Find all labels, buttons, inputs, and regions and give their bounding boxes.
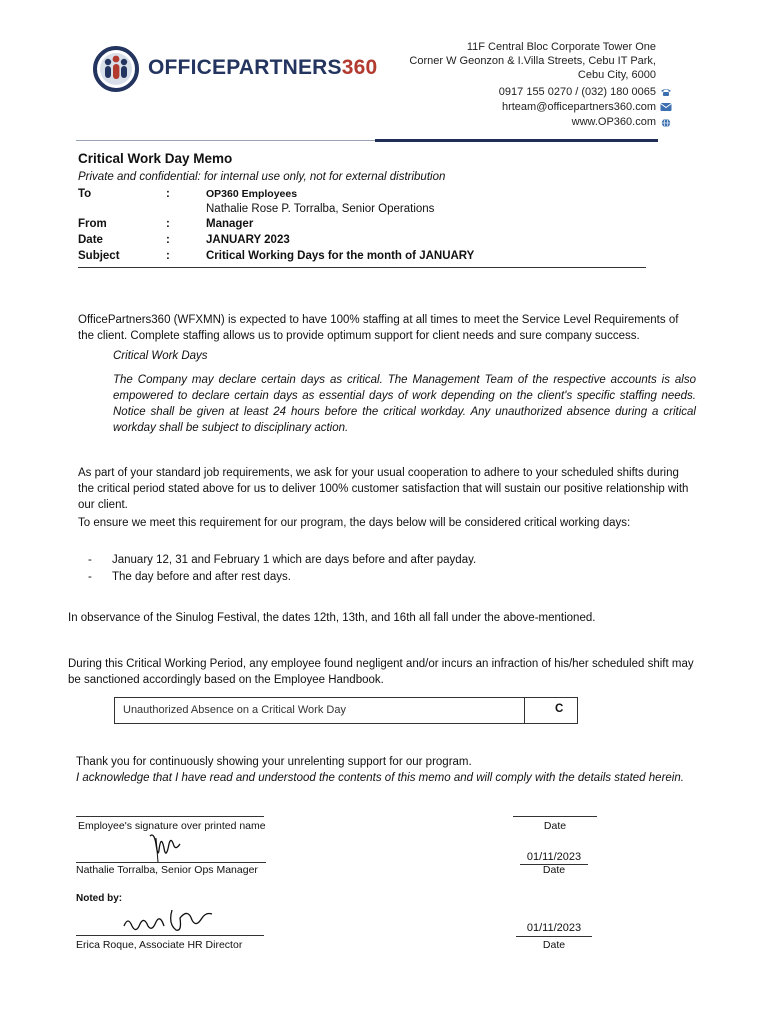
employee-signature-line (76, 816, 264, 817)
employee-date-line (513, 816, 597, 817)
sanction-paragraph: During this Critical Working Period, any employee found negligent and/or incurs an infraction of his/her scheduled shift may be sanctioned accordingly based on the Employee Handbook. (68, 658, 694, 686)
director-signature-line (76, 935, 264, 936)
phone-icon (660, 87, 672, 97)
acknowledgement-line: I acknowledge that I have read and understood the contents of this memo and will comply with the details stated herein. (76, 772, 684, 784)
from-colon: : (166, 218, 170, 230)
globe-icon (660, 118, 672, 128)
director-name: Erica Roque, Associate HR Director (76, 939, 243, 951)
sinulog-paragraph: In observance of the Sinulog Festival, the dates 12th, 13th, and 16th all fall under the above-mentioned. (68, 612, 596, 624)
employee-signature-label: Employee's signature over printed name (78, 820, 266, 832)
cooperation-paragraph: As part of your standard job requirements, we ask for your usual cooperation to adhere to your scheduled shifts during the critical period stated above for us to deliver 100% customer satisfaction that will sustain our positive relationship with our client. (78, 467, 689, 511)
noted-by-label: Noted by: (76, 893, 123, 904)
phone-number: 0917 155 0270 / (032) 180 0065 (498, 86, 656, 98)
manager-signature-scribble (146, 830, 186, 866)
list-item (88, 571, 291, 583)
memo-title: Critical Work Day Memo (78, 151, 233, 166)
offense-cell: Unauthorized Absence on a Critical Work Day (123, 704, 346, 716)
to-value: OP360 Employees (206, 188, 298, 200)
ensure-paragraph: To ensure we meet this requirement for our program, the days below will be considered critical working days: (78, 517, 631, 529)
to-colon: : (166, 188, 170, 200)
bullet-dash: - (88, 554, 92, 566)
bullet-text: January 12, 31 and February 1 which are days before and after payday. (112, 554, 477, 566)
date-label: Date (78, 234, 103, 246)
to-label: To (78, 188, 92, 200)
memo-to-row (78, 188, 297, 200)
bullet-dash: - (88, 571, 92, 583)
email-address: hrteam@officepartners360.com (501, 101, 656, 113)
list-item (88, 554, 476, 566)
address-line-2: Corner W Geonzon & I.Villa Streets, Cebu IT Park, (409, 55, 656, 67)
logo-people-icon (92, 44, 144, 94)
critical-days-paragraph: The Company may declare certain days as critical. The Management Team of the respective accounts is also empowered to declare certain days as essential days of work depending on the client's specific staffing needs. Notice shall be given at least 24 hours before the critical workday. Any unauthorized absence during a critical workday shall be subject to disciplinary action. (113, 374, 696, 434)
from-label: From (78, 218, 107, 230)
manager-date-value: 01/11/2023 (526, 851, 582, 863)
logo-wordmark-main: OFFICEPARTNERS (148, 56, 342, 79)
header-separator-line (78, 267, 646, 268)
director-date-value: 01/11/2023 (526, 922, 582, 934)
logo-wordmark (148, 56, 377, 80)
from-value-line1: Nathalie Rose P. Torralba, Senior Operations (206, 203, 435, 215)
from-value-line2: Manager (206, 218, 254, 230)
category-cell: C (555, 703, 564, 715)
date-colon: : (166, 234, 170, 246)
subject-colon: : (166, 250, 170, 262)
sanction-table (114, 697, 578, 724)
director-date-label: Date (542, 939, 566, 951)
manager-name: Nathalie Torralba, Senior Ops Manager (76, 864, 258, 876)
thanks-line: Thank you for continuously showing your unrelenting support for our program. (76, 756, 472, 768)
director-signature-scribble (118, 906, 218, 938)
table-column-divider (524, 698, 525, 723)
manager-signature-line (76, 862, 266, 863)
logo-wordmark-number: 360 (341, 56, 378, 79)
address-line-3: Cebu City, 6000 (577, 69, 656, 81)
date-value: JANUARY 2023 (206, 234, 290, 246)
manager-date-label: Date (542, 864, 566, 876)
address-line-1: 11F Central Bloc Corporate Tower One (466, 41, 656, 53)
header-divider-accent (375, 139, 658, 142)
intro-paragraph: OfficePartners360 (WFXMN) is expected to have 100% staffing at all times to meet the Service Level Requirements of the client. Complete staffing allows us to provide optimum support for client needs and sure company success. (78, 314, 679, 342)
subject-label: Subject (78, 250, 120, 262)
critical-days-heading: Critical Work Days (113, 350, 208, 362)
memo-from-row (78, 218, 253, 230)
memo-date-row (78, 234, 290, 246)
website-address: www.OP360.com (571, 116, 656, 128)
bullet-text: The day before and after rest days. (112, 571, 291, 583)
subject-value: Critical Working Days for the month of JANUARY (206, 250, 475, 262)
director-date-line (516, 936, 592, 937)
confidential-notice: Private and confidential: for internal use only, not for external distribution (78, 171, 446, 183)
memo-subject-row (78, 250, 474, 262)
employee-date-label: Date (543, 820, 567, 832)
email-icon (660, 102, 672, 112)
